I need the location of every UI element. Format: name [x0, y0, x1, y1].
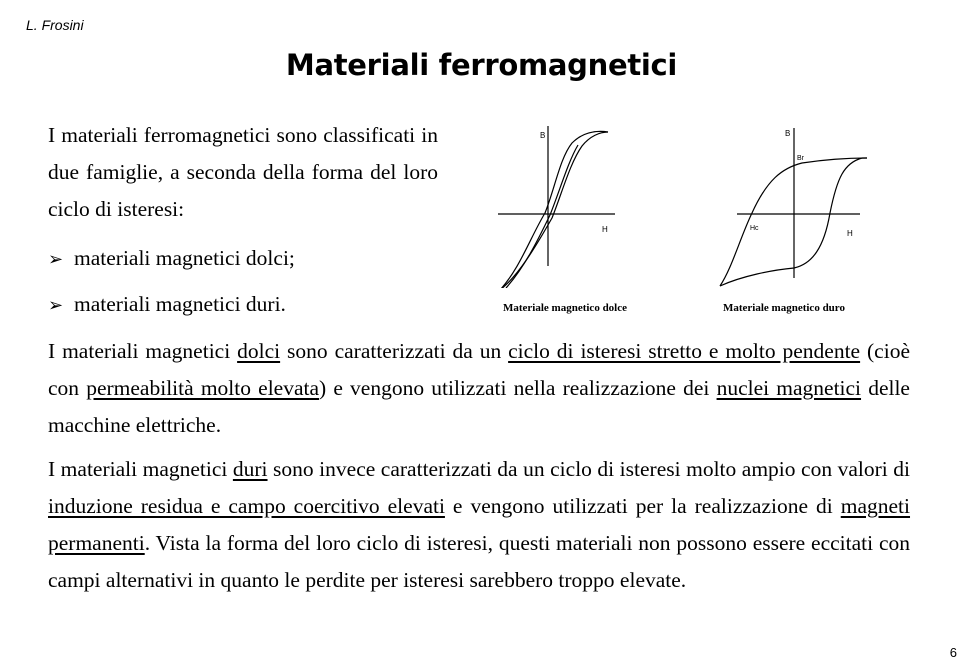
hard-figure-caption: Materiale magnetico duro: [723, 302, 845, 314]
hysteresis-loop-upper: [500, 131, 608, 288]
underlined-text: nuclei magnetici: [716, 376, 862, 400]
bullet-list: [48, 236, 295, 328]
list-item-text: materiali magnetici dolci;: [74, 246, 295, 270]
hysteresis-loop-lower: [500, 132, 608, 288]
page-number: 6: [949, 645, 957, 660]
paragraph-hard-materials: [48, 451, 910, 599]
label-br: Br: [797, 155, 804, 162]
hard-material-hysteresis-figure: [712, 118, 882, 288]
underlined-text: duri: [232, 457, 268, 481]
text-span: I materiali magnetici: [48, 457, 233, 481]
underlined-text: dolci: [237, 339, 281, 363]
text-span: (cioè con: [48, 339, 910, 400]
arrow-bullet-icon: ➢: [48, 249, 64, 270]
arrow-bullet-icon: ➢: [48, 295, 64, 316]
paragraph-soft-materials: [48, 333, 910, 444]
text-span: sono caratterizzati da un: [280, 339, 509, 363]
label-hc: Hc: [750, 225, 759, 232]
list-item: [48, 236, 295, 282]
axis-label-b: B: [540, 131, 546, 140]
page-title: Materiali ferromagnetici: [285, 48, 678, 82]
text-span: delle macchine elettriche.: [48, 376, 910, 437]
underlined-text: permeabilità molto elevata: [86, 376, 320, 400]
axis-label-b: B: [785, 129, 791, 138]
underlined-text: magneti permanenti: [48, 494, 911, 555]
text-span: sono invece caratterizzati da un ciclo di isteresi molto ampio con valori di: [267, 457, 910, 481]
underlined-text: induzione residua e campo coercitivo elevati: [48, 494, 445, 518]
author-name: L. Frosini: [26, 17, 84, 33]
list-item-text: materiali magnetici duri.: [74, 292, 286, 316]
intro-paragraph: I materiali ferromagnetici sono classificati in due famiglie, a seconda della forma del loro ciclo di isteresi:: [48, 123, 438, 221]
text-span: ) e vengono utilizzati nella realizzazione dei: [319, 376, 717, 400]
list-item: [48, 282, 295, 328]
text-span: e vengono utilizzati per la realizzazione di: [444, 494, 841, 518]
underlined-text: ciclo di isteresi stretto e molto pendente: [508, 339, 861, 363]
text-span: I materiali magnetici: [48, 339, 238, 363]
axis-label-h: H: [847, 229, 853, 238]
axis-label-h: H: [602, 225, 608, 234]
soft-material-hysteresis-figure: [490, 118, 655, 288]
text-span: . Vista la forma del loro ciclo di isteresi, questi materiali non possono essere eccitati con campi alternativi in quanto le perdite per isteresi sarebbero troppo elevate.: [48, 531, 910, 592]
soft-figure-caption: Materiale magnetico dolce: [503, 302, 628, 314]
